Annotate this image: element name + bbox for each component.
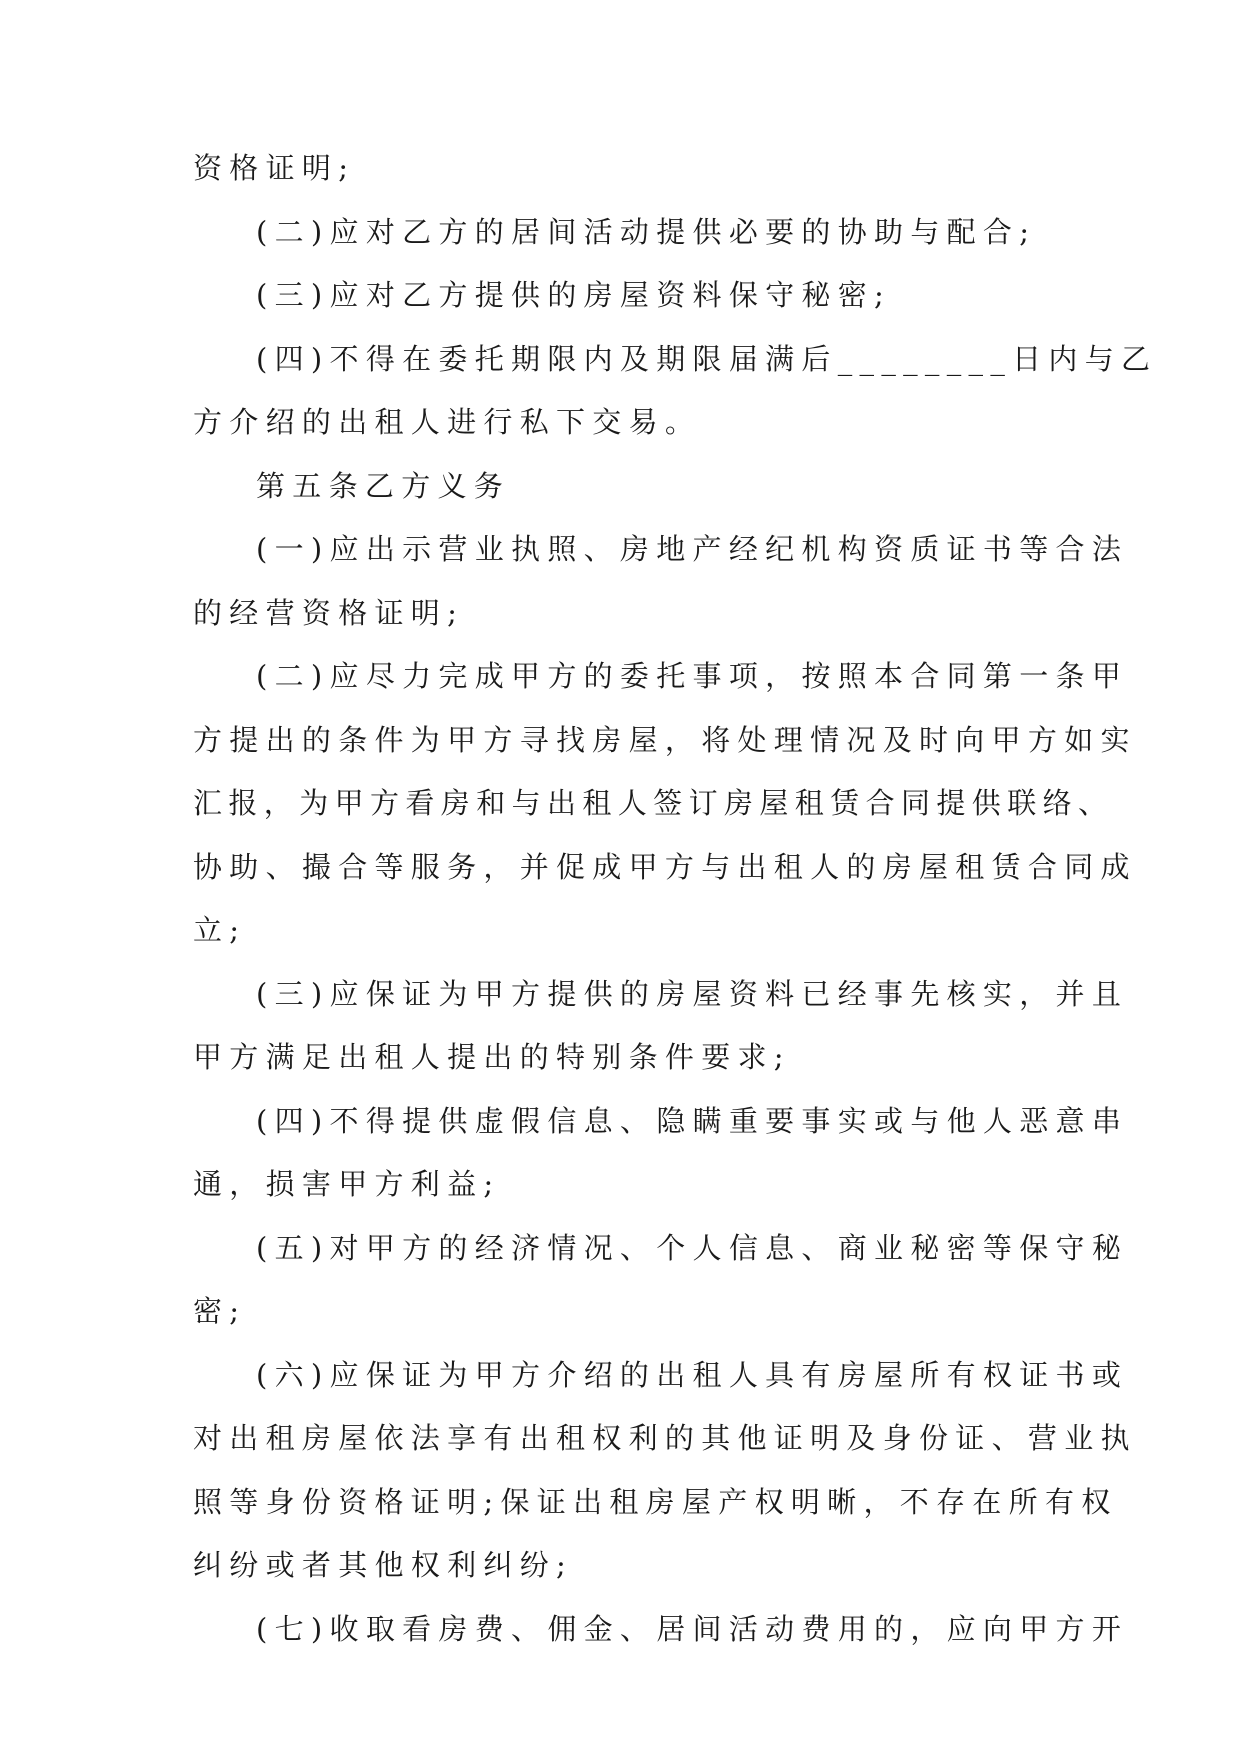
paragraph-line: 方介绍的出租人进行私下交易。 bbox=[193, 405, 702, 439]
paragraph-line: 协助、撮合等服务，并促成甲方与出租人的房屋租赁合同成 bbox=[193, 849, 1137, 884]
paragraph-line: (七)收取看房费、佣金、居间活动费用的，应向甲方开 bbox=[256, 1611, 1129, 1646]
document-page bbox=[193, 148, 1158, 1672]
paragraph-line: (四)不得在委托期限内及期限届满后________日内与乙 bbox=[256, 341, 1158, 376]
paragraph-line: 方提出的条件为甲方寻找房屋，将处理情况及时向甲方如实 bbox=[193, 722, 1137, 757]
paragraph-line: 立; bbox=[193, 913, 247, 947]
paragraph-line: (二)应尽力完成甲方的委托事项，按照本合同第一条甲 bbox=[256, 659, 1129, 693]
paragraph-line: (五)对甲方的经济情况、个人信息、商业秘密等保守秘 bbox=[256, 1230, 1129, 1265]
paragraph-line: 的经营资格证明; bbox=[193, 595, 465, 630]
paragraph-line: 甲方满足出租人提出的特别条件要求; bbox=[193, 1040, 791, 1074]
paragraph-line: (六)应保证为甲方介绍的出租人具有房屋所有权证书或 bbox=[256, 1357, 1129, 1392]
paragraph-line: 对出租房屋依法享有出租权利的其他证明及身份证、营业执 bbox=[193, 1421, 1137, 1455]
paragraph-line: (二)应对乙方的居间活动提供必要的协助与配合; bbox=[256, 214, 1037, 249]
section-heading: 第五条乙方义务 bbox=[256, 468, 511, 503]
paragraph-line: (四)不得提供虚假信息、隐瞒重要事实或与他人恶意串 bbox=[256, 1103, 1129, 1138]
paragraph-line: 纠纷或者其他权利纠纷; bbox=[193, 1548, 574, 1582]
paragraph-line: 密; bbox=[193, 1294, 247, 1328]
paragraph-line: 通，损害甲方利益; bbox=[193, 1167, 501, 1201]
paragraph-line: 汇报，为甲方看房和与出租人签订房屋租赁合同提供联络、 bbox=[193, 786, 1114, 820]
paragraph-line: 资格证明; bbox=[193, 151, 356, 185]
paragraph-line: 照等身份资格证明;保证出租房屋产权明晰，不存在所有权 bbox=[193, 1484, 1118, 1519]
paragraph-line: (三)应保证为甲方提供的房屋资料已经事先核实，并且 bbox=[256, 976, 1129, 1011]
paragraph-line: (三)应对乙方提供的房屋资料保守秘密; bbox=[256, 278, 892, 312]
paragraph-line: (一)应出示营业执照、房地产经纪机构资质证书等合法 bbox=[256, 532, 1129, 566]
